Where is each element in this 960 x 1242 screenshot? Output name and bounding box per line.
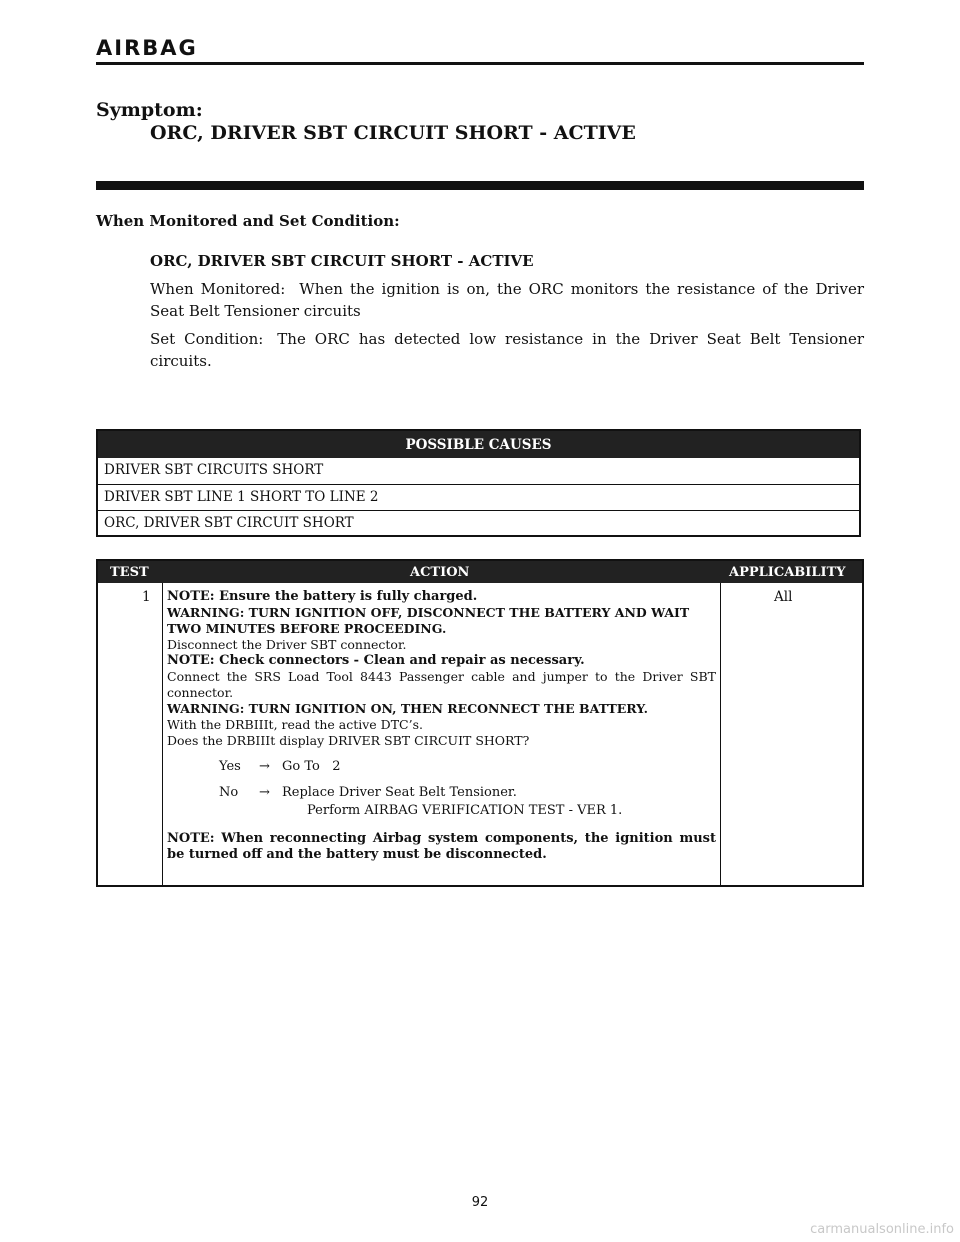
no-label: No bbox=[219, 785, 239, 800]
possible-causes-box bbox=[96, 429, 861, 537]
conditions-heading: When Monitored and Set Condition: bbox=[96, 212, 400, 230]
when-monitored-text: When the ignition is on, the ORC monitors the resistance of the Driver Seat Belt Tensioner circuits bbox=[150, 280, 864, 320]
header-rule bbox=[96, 62, 864, 65]
symptom-title: ORC, DRIVER SBT CIRCUIT SHORT - ACTIVE bbox=[150, 122, 636, 144]
cause-item: DRIVER SBT LINE 1 SHORT TO LINE 2 bbox=[98, 484, 859, 511]
cause-item: DRIVER SBT CIRCUITS SHORT bbox=[104, 462, 324, 478]
no-result-replace: Replace Driver Seat Belt Tensioner. bbox=[282, 785, 517, 800]
action-cell bbox=[167, 589, 716, 863]
watermark: carmanualsonline.info bbox=[810, 1222, 954, 1237]
no-branch bbox=[167, 785, 716, 803]
conditions-title: ORC, DRIVER SBT CIRCUIT SHORT - ACTIVE bbox=[150, 252, 534, 270]
set-condition-label: Set Condition: bbox=[150, 330, 264, 348]
col-applicability-header: APPLICABILITY bbox=[729, 565, 846, 580]
applicability-value: All bbox=[774, 589, 793, 605]
when-monitored-label: When Monitored: bbox=[150, 280, 286, 298]
no-result-verify: Perform AIRBAG VERIFICATION TEST - VER 1. bbox=[307, 803, 623, 818]
yes-result: Go To 2 bbox=[282, 759, 341, 774]
cause-item: ORC, DRIVER SBT CIRCUIT SHORT bbox=[98, 510, 859, 537]
column-divider bbox=[162, 583, 163, 885]
warning-ignition-off: WARNING: TURN IGNITION OFF, DISCONNECT THE BATTERY AND WAIT TWO MINUTES BEFORE PROCEEDING. bbox=[167, 605, 690, 636]
note-connectors: NOTE: Check connectors - Clean and repair as necessary. bbox=[167, 653, 585, 668]
step-disconnect: Disconnect the Driver SBT connector. bbox=[167, 637, 407, 652]
section-title: AIRBAG bbox=[96, 36, 198, 60]
column-divider bbox=[720, 583, 721, 885]
section-divider bbox=[96, 181, 864, 190]
test-question: Does the DRBIIIt display DRIVER SBT CIRCUIT SHORT? bbox=[167, 733, 530, 748]
warning-ignition-on: WARNING: TURN IGNITION ON, THEN RECONNECT THE BATTERY. bbox=[167, 701, 648, 716]
yes-label: Yes bbox=[219, 759, 241, 774]
test-table-header bbox=[98, 561, 862, 583]
note-reconnecting: NOTE: When reconnecting Airbag system components, the ignition must be turned off and the battery must be disconnected. bbox=[167, 831, 716, 862]
arrow-icon: → bbox=[259, 759, 270, 774]
test-number: 1 bbox=[142, 589, 151, 605]
col-action-header: ACTION bbox=[410, 565, 470, 580]
col-test-header: TEST bbox=[110, 565, 149, 580]
yes-branch bbox=[167, 759, 716, 779]
set-condition-paragraph bbox=[150, 328, 864, 372]
step-read-dtc: With the DRBIIIt, read the active DTC’s. bbox=[167, 717, 423, 732]
no-branch-continued bbox=[167, 803, 716, 821]
test-row bbox=[98, 583, 862, 885]
page-number: 92 bbox=[471, 1195, 489, 1210]
step-connect-load-tool: Connect the SRS Load Tool 8443 Passenger cable and jumper to the Driver SBT connector. bbox=[167, 669, 716, 700]
possible-causes-header: POSSIBLE CAUSES bbox=[98, 431, 859, 458]
note-battery: NOTE: Ensure the battery is fully charged. bbox=[167, 589, 478, 604]
symptom-label: Symptom: bbox=[96, 99, 203, 121]
when-monitored-paragraph bbox=[150, 278, 864, 322]
test-table bbox=[96, 559, 864, 887]
set-condition-text: The ORC has detected low resistance in the Driver Seat Belt Tensioner circuits. bbox=[150, 330, 864, 370]
arrow-icon: → bbox=[259, 785, 270, 800]
